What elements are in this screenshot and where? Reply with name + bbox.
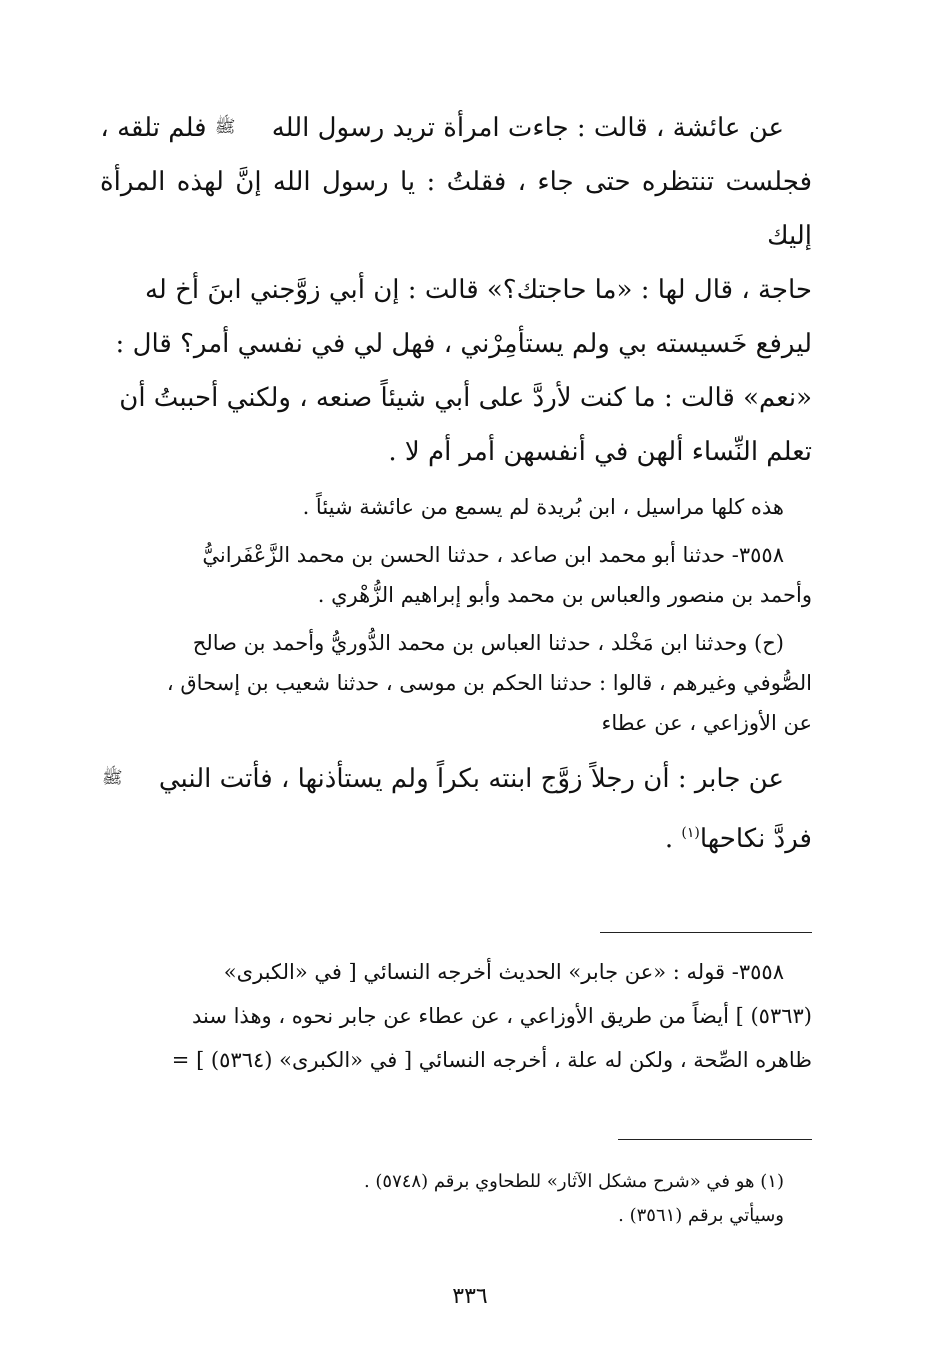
aisha-narration [100,100,812,479]
text-line [100,806,812,866]
text-line: (ح) وحدثنا ابن مَخْلد ، حدثنا العباس بن محمد الدُّوريُّ وأحمد بن صالح [192,631,784,655]
text-line: حاجة ، قال لها : «ما حاجتك؟» قالت : إن أبي زوَّجني ابنَ أخ له [144,275,812,305]
footnote-ref[interactable]: (١) [681,825,700,841]
commentary-line: (٥٣٦٣) ] أيضاً من طريق الأوزاعي ، عن عطاء عن جابر نحوه ، وهذا سند [191,1004,812,1028]
jabir-narration [100,751,812,866]
footnotes [100,1165,812,1233]
text-line: تعلم النِّساء ألهن في أنفسهن أمر أم لا . [388,437,812,467]
text-line: «نعم» قالت : ما كنت لأردَّ على أبي شيئاً صنعه ، ولكني أحببتُ أن [119,383,812,413]
text-line: وأحمد بن منصور والعباس بن محمد وأبو إبراهيم الزُّهْري . [317,583,812,607]
text-line [100,751,812,806]
hadith-3558-line [100,535,812,575]
mursal-note: هذه كلها مراسيل ، ابن بُريدة لم يسمع من عائشة شيئاً . [302,495,784,519]
text-line: ليرفع خَسيسته بي ولم يستأمِرْني ، فهل لي في نفسي أمر؟ قال : [115,329,812,359]
hadith-number: ٣٥٥٨- [731,543,784,567]
commentary-line: ٣٥٥٨- قوله : «عن جابر» الحديث أخرجه النسائي [ في «الكبرى» [223,960,784,984]
text-line [100,100,812,155]
text-span: حدثنا أبو محمد ابن صاعد ، حدثنا الحسن بن محمد الزَّعْفَرانيُّ [202,543,726,567]
text-line: فجلست تنتظره حتى جاء ، فقلتُ : يا رسول الله إنَّ لهذه المرأة إليك [100,167,812,251]
page-number: ٣٣٦ [452,1284,488,1309]
isnad-section [100,487,812,743]
text-span: فردَّ نكاحها [699,824,812,854]
text-line: عن الأوزاعي ، عن عطاء [601,711,812,735]
commentary-line: ظاهره الصِّحة ، ولكن له علة ، أخرجه النسائي [ في «الكبرى» (٥٣٦٤) ] = [171,1048,812,1072]
salutation-icon: ﷺ [214,117,236,137]
main-text [100,100,812,866]
footnote-line: (١) هو في «شرح مشكل الآثار» للطحاوي برقم (٥٧٤٨) . [363,1171,784,1192]
footnote-line: وسيأتي برقم (٣٥٦١) . [618,1205,784,1226]
commentary [100,950,812,1082]
salutation-icon: ﷺ [102,768,123,788]
text-span: فلم تلقه ، [100,113,207,143]
text-span: عن جابر : أن رجلاً زوَّج ابنته بكراً ولم يستأذنها ، فأتت النبي [158,764,784,794]
text-span: . [664,824,682,854]
divider [600,932,812,933]
divider [618,1139,812,1140]
text-span: عن عائشة ، قالت : جاءت امرأة تريد رسول الله [271,113,784,143]
text-line: الصُّوفي وغيرهم ، قالوا : حدثنا الحكم بن موسى ، حدثنا شعيب بن إسحاق ، [166,671,812,695]
